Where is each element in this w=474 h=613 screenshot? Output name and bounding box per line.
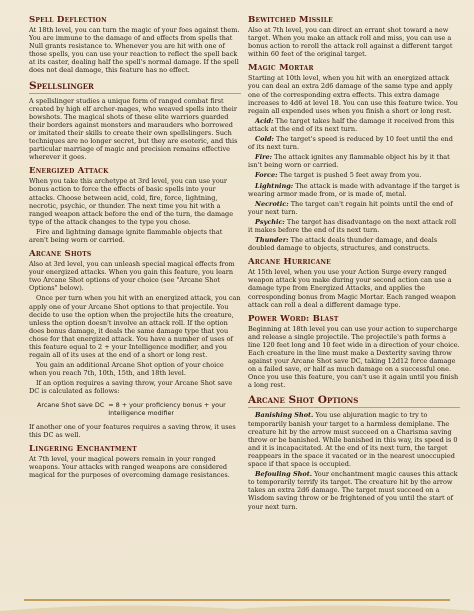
paragraph: A spellslinger studies a unique form of ranged combat first created by high elf archer-mages, who weaved spells into their bowshots. The magical shots of these elite warriors guarded their borders against monsters and marauders who borrowed or imitated their skills to create their own spellslingers. Such techniques are no longer secret, but they are esoteric, and this particular marriage of magic and precision remains effective wherever it goes. [29,96,238,162]
heading-rule [248,407,460,408]
paragraph: If an option requires a saving throw, your Arcane Shot save DC is calculated as follows: [29,379,233,396]
paragraph: Also at 7th level, you can direct an errant shot toward a new target. When you make an attack roll and miss, you can use a bonus action to reroll the attack roll against a different target within 60 feet of the original target. [248,26,453,59]
paragraph: Fire and lightning damage ignite flammable objects that aren't being worn or carried. [29,227,223,244]
heading-bewitched-missile: Bewitched Missile [248,15,333,25]
paragraph: When you take this archetype at 3rd level, you can use your bonus action to force the effects of basic spells into your attacks. Choose between acid, cold, fire, force, lightning, necrotic, psychic, or thunder. The next time you hit with a ranged weapon attack before the end of the turn, the damage type of the attack changes to the type you chose. [29,177,234,226]
effect-acid: Acid: The target takes half the damage it received from this attack at the end of its next turn. [248,116,455,133]
heading-rule [29,93,241,94]
formula-value: = 8 + your proficiency bonus + your Intelligence modifier [108,400,226,417]
paragraph: If another one of your features requires a saving throw, it uses this DC as well. [29,422,236,439]
effect-lightning: Lightning: The attack is made with advantage if the target is wearing armor made from, or is made of, metal. [248,181,460,198]
paragraph: Starting at 10th level, when you hit with an energized attack you can deal an extra 2d6 damage of the same type and apply one of the corresponding extra effects. This extra damage increases to 4d6 at level 18. You can use this feature twice. You regain all expended uses when you finish a short or long rest. [248,74,458,115]
effect-thunder: Thunder: The attack deals thunder damage, and deals doubled damage to objects, structures, and constructs. [248,236,438,253]
heading-arcane-shots: Arcane Shots [29,249,92,260]
paragraph: Also at 3rd level, you can unleash special magical effects from your energized attacks. When you gain this feature, you learn two Arcane Shot options of your choice (see "Arcane Shot Options" below). [29,260,235,293]
effect-psychic: Psychic: The target has disadvantage on the next attack roll it makes before the end of its next turn. [248,217,457,234]
option-befouling-shot: Befouling Shot. Your enchantment magic causes this attack to temporarily terrify its target. The creature hit by the arrow takes an extra 2d6 damage. The target must succeed on a Wisdom saving throw or be frightened of you until the start of your next turn. [248,470,458,511]
formula-name: Arcane Shot save DC [37,400,105,409]
effect-necrotic: Necrotic: The target can't regain hit points until the end of your next turn. [248,199,453,216]
heading-spell-deflection: Spell Deflection [29,15,107,25]
heading-power-word-blast: Power Word: Blast [248,313,339,324]
right-column [248,10,460,513]
paragraph: At 7th level, your magical powers remain in your ranged weapons. Your attacks with ranged weapons are considered magical for the purposes of overcoming damage resistances. [29,454,230,479]
effect-force: Force: The target is pushed 5 feet away from you. [255,171,422,180]
paragraph: At 15th level, when you use your Action Surge every ranged weapon attack you make during your second action can use a damage type from Energized Attacks, and applies the corresponding bonus from Magic Mortar. Each ranged weapon attack can roll a deal a different damage type. [248,268,456,309]
heading-arcane-hurricane: Arcane Hurricane [248,257,331,268]
heading-arcane-shot-options: Arcane Shot Options [248,394,359,407]
paragraph: Once per turn when you hit with an energized attack, you can apply one of your Arcane Shot options to that projectile. You decide to use the option when the projectile hits the creature, unless the option doesn't involve an attack roll. If the option does bonus damage, it deals the same damage type that you chose for that energized attack. You have a number of uses of this feature equal to 2 + your Intelligence modifier, and you regain all of its uses at the end of a short or long rest. [29,294,241,360]
heading-lingering-enchantment: Lingering Enchantment [29,443,137,454]
left-column [29,10,241,481]
heading-energized-attack: Energized Attack [29,166,109,177]
footer-ornament-icon [0,597,474,613]
heading-magic-mortar: Magic Mortar [248,63,314,74]
effect-cold: Cold: The target's speed is reduced by 10 feet until the end of its next turn. [248,135,453,152]
paragraph: Beginning at 18th level you can use your action to supercharge and release a single projectile. The projectile's path forms a line 120 feet long and 10 feet wide in a direction of your choice. Each creature in the line must make a Dexterity saving throw against your Arcane Shot save DC, taking 12d12 force damage on a failed save, or half as much damage on a successful one. Once you use this feature, you can't use it again until you finish a long rest. [248,324,460,390]
save-dc-formula [37,401,241,417]
heading-spellslinger: Spellslinger [29,79,94,92]
effect-fire: Fire: The attack ignites any flammable object his by it that isn't being worn or carried. [248,153,450,170]
paragraph: You gain an additional Arcane Shot option of your choice when you reach 7th, 10th, 15th, and 18th level. [29,361,224,378]
paragraph: At 18th level, you can turn the magic of your foes against them. You are immune to the damage of and effects from spells that Null grants resistance to. Whenever you are hit with one of those spells, you can use your reaction to reflect the spell back at its caster, dealing half the spell's normal damage. If the spell does not deal damage, this feature has no effect. [29,26,240,75]
option-banishing-shot: Banishing Shot. You use abjuration magic to try to temporarily banish your target to a harmless demiplane. The creature hit by the arrow must succeed on a Charisma saving throw or be banished. While banished in this way, its speed is 0 and it is incapacitated. At the end of its next turn, the target reappears in the space it vacated or in the nearest unoccupied space if that space is occupied. [248,411,458,469]
